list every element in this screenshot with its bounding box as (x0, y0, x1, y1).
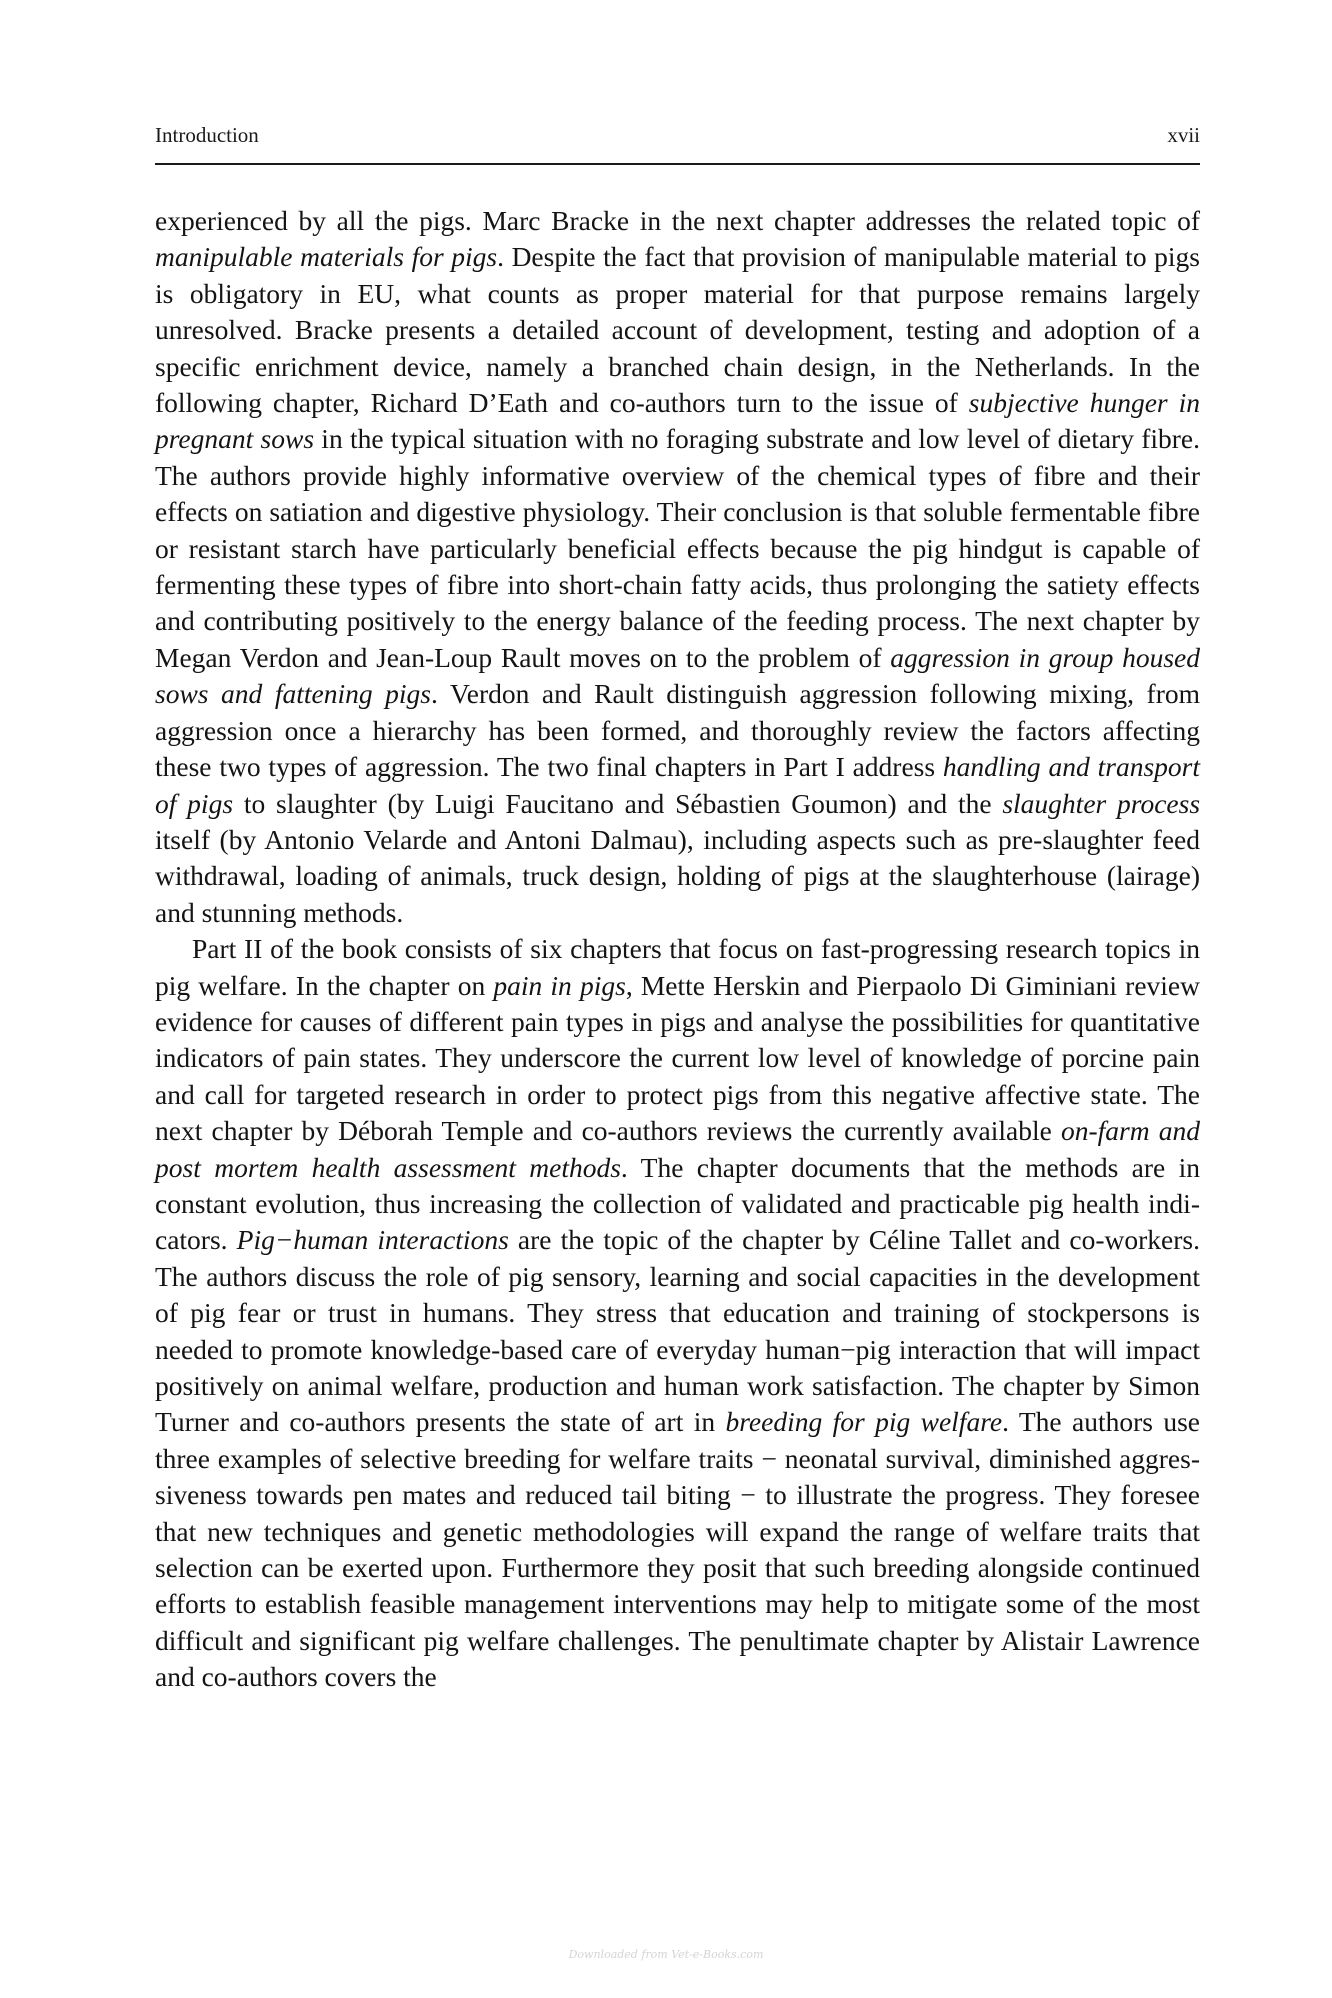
text-run: in the typical situation with no foraging substrate and low level of dietary fibre. The authors provide highly informative overview of the chemical types of fibre and their effects on satiation and digestive physiology. Their conclusion is that soluble fermentable fibre or resistant starch have particularly beneficial effects because the pig hindgut is capable of fermenting these types of fibre into short-chain fatty acids, thus prolonging the satiety effects and contributing positively to the energy balance of the feeding process. The next chapter by Megan Verdon and Jean-Loup Rault moves on to the problem of (155, 423, 1200, 673)
text-run: to slaughter (by Luigi Faucitano and Sébastien Goumon) and the (233, 787, 1003, 819)
header-rule (155, 163, 1200, 165)
text-run: itself (by Antonio Velarde and Antoni Dalmau), including aspects such as pre-slaughter feed withdrawal, loading of animals, truck design, holding of pigs at the slaughterhouse (lairage) and stunning methods. (155, 823, 1200, 928)
running-head-section: Introduction (155, 123, 259, 147)
text-run: . Verdon and Rault distinguish aggression following mixing, from aggression once a hierarchy has been formed, and thoroughly review the factors affecting these two types of aggression. The two final chapters in Part I address (155, 678, 1201, 783)
text-run: are the topic of the chapter by Céline Tallet and co-workers. The authors discuss the role of pig sensory, learning and social capacities in the development of pig fear or trust in humans. They stress that education and training of stockpersons is needed to promote knowledge-based care of everyday human−pig interaction that will impact positively on animal welfare, production and human work satisfaction. The chapter by Simon Turner and co-authors presents the state of art in (155, 1224, 1200, 1438)
paragraph (155, 203, 1200, 931)
italic-topic-phrase: breeding for pig welfare (725, 1406, 1003, 1438)
text-run: experienced by all the pigs. Marc Bracke in the next chapter addresses the related topic of (155, 205, 1200, 236)
page-number: xvii (1167, 123, 1200, 147)
text-run: . The authors use three examples of selective breeding for welfare traits − neonatal survival, diminished aggressiveness towards pen mates and reduced tail biting − to illustrate the progress. They foresee that new techniques and genetic methodologies will expand the range of welfare traits that selection can be exerted upon. Furthermore they posit that such breeding alongside continued efforts to establish feasible management interventions may help to mitigate some of the most difficult and significant pig welfare challenges. The penultimate chapter by Alistair Lawrence and co-authors covers the (155, 1406, 1200, 1693)
paragraph (155, 931, 1200, 1696)
text-run: Part II of the book consists of six chapters that focus on fast-progressing research topics in pig welfare. In the chapter on (155, 933, 1200, 1001)
download-watermark: Downloaded from Vet-e-Books.com (568, 1948, 764, 1961)
text-run: . Despite the fact that provision of manipulable material to pigs is obligatory in EU, what counts as proper material for that purpose remains largely unresolved. Bracke presents a detailed account of development, testing and adoption of a specific enrichment device, namely a branched chain design, in the Netherlands. In the following chapter, Richard D’Eath and co-authors turn to the issue of (155, 241, 1200, 419)
italic-topic-phrase: slaughter process (1002, 787, 1201, 819)
italic-topic-phrase: manipulable materials for pigs (155, 241, 498, 273)
text-run: , Mette Herskin and Pierpaolo Di Giminiani review evidence for causes of different pain types in pigs and analyse the possibilities for quantitative indicators of pain states. They underscore the current low level of knowledge of porcine pain and call for targeted research in order to protect pigs from this negative affective state. The next chapter by Déborah Temple and co-authors reviews the currently available (155, 969, 1200, 1147)
italic-topic-phrase: aggression in group housed sows and fattening pigs (155, 641, 1200, 710)
body-text (155, 203, 1200, 1696)
italic-topic-phrase: pain in pigs (493, 969, 626, 1001)
italic-topic-phrase: handling and transport of pigs (155, 751, 1200, 819)
italic-topic-phrase: Pig−human interactions (236, 1224, 509, 1256)
text-run: . The chapter documents that the methods are in constant evolution, thus increasing the collection of validated and practicable pig health indicators. (155, 1151, 1200, 1256)
italic-topic-phrase: subjective hunger in pregnant sows (155, 387, 1200, 455)
italic-topic-phrase: on-farm and post mortem health assessment methods (155, 1115, 1200, 1183)
running-head (155, 123, 1200, 148)
